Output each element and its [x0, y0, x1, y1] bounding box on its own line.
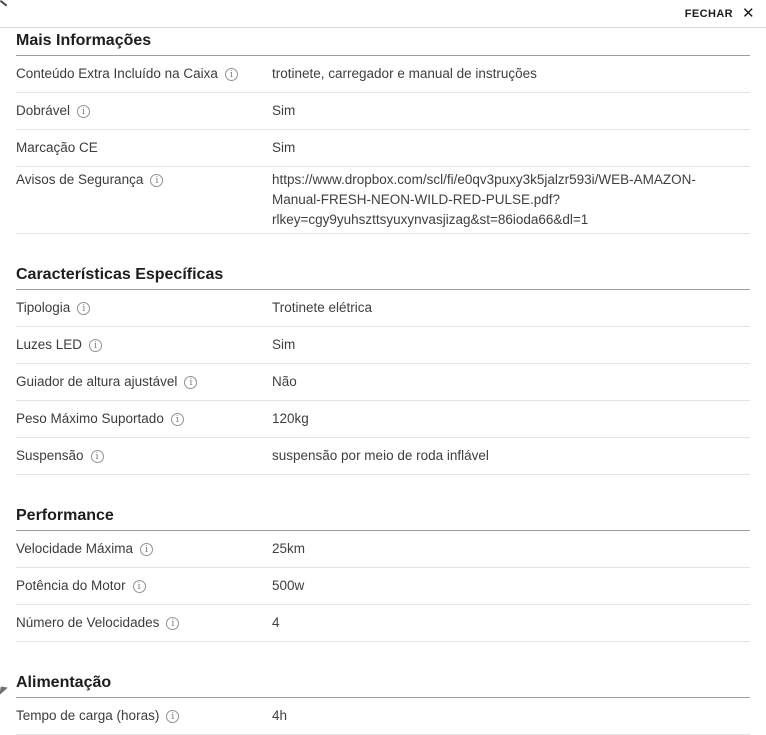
- spec-label-text: Suspensão: [16, 448, 84, 463]
- spec-section: [16, 503, 750, 642]
- spec-section: [16, 262, 750, 475]
- spec-row: [16, 698, 750, 735]
- info-icon[interactable]: i: [91, 450, 104, 463]
- section-title: Mais Informações: [16, 28, 750, 56]
- spec-row-label: [16, 138, 272, 158]
- info-icon[interactable]: i: [171, 413, 184, 426]
- spec-label-text: Conteúdo Extra Incluído na Caixa: [16, 66, 218, 81]
- spec-row-value: Não: [272, 374, 297, 389]
- info-icon[interactable]: i: [89, 339, 102, 352]
- spec-row-label: [16, 409, 272, 429]
- info-icon[interactable]: i: [133, 580, 146, 593]
- close-button[interactable]: [684, 4, 755, 22]
- spec-label-text: Dobrável: [16, 103, 71, 118]
- spec-label-text: Guiador de altura ajustável: [16, 374, 178, 389]
- spec-section: [16, 28, 750, 234]
- spec-row-value: 120kg: [272, 411, 309, 426]
- spec-row-value: 4h: [272, 708, 288, 723]
- spec-row-value: 500w: [272, 578, 305, 593]
- spec-row: [16, 167, 750, 234]
- spec-row: [16, 438, 750, 475]
- spec-label-text: Peso Máximo Suportado: [16, 411, 164, 426]
- spec-row-label: [16, 372, 272, 392]
- spec-row: [16, 568, 750, 605]
- spec-row-label: [16, 706, 272, 726]
- spec-label-text: Tempo de carga (horas): [16, 708, 160, 723]
- section-rows: [16, 698, 750, 735]
- spec-row: [16, 93, 750, 130]
- spec-row: [16, 605, 750, 642]
- spec-row: [16, 401, 750, 438]
- spec-label-text: Tipologia: [16, 300, 71, 315]
- section-rows: [16, 531, 750, 642]
- spec-row-value: Trotinete elétrica: [272, 300, 373, 315]
- spec-row-value: 4: [272, 615, 280, 630]
- spec-row-label: [16, 170, 272, 190]
- modal-header: [0, 0, 766, 28]
- spec-label-text: Número de Velocidades: [16, 615, 160, 630]
- spec-row-label: [16, 101, 272, 121]
- section-title: Performance: [16, 503, 750, 531]
- spec-row-value: https://www.dropbox.com/scl/fi/e0qv3puxy3k5jalzr593i/WEB-AMAZON-Manual-FRESH-NEON-WILD-RED-PULSE.pdf?rlkey=cgy9yuhszttsyuxynvasjizag&st=86ioda66&dl=1: [272, 172, 696, 227]
- spec-row-value: Sim: [272, 140, 296, 155]
- info-icon[interactable]: i: [166, 617, 179, 630]
- spec-label-text: Velocidade Máxima: [16, 541, 134, 556]
- spec-label-text: Potência do Motor: [16, 578, 126, 593]
- spec-row-label: [16, 335, 272, 355]
- spec-label-text: Luzes LED: [16, 337, 83, 352]
- section-title: Alimentação: [16, 670, 750, 698]
- spec-row-label: [16, 64, 272, 84]
- spec-label-text: Avisos de Segurança: [16, 172, 144, 187]
- info-icon[interactable]: i: [225, 68, 238, 81]
- spec-row-label: [16, 298, 272, 318]
- spec-section: [16, 670, 750, 735]
- spec-label-text: Marcação CE: [16, 140, 98, 155]
- info-icon[interactable]: i: [140, 543, 153, 556]
- info-icon[interactable]: i: [150, 174, 163, 187]
- close-button-label: FECHAR: [684, 7, 734, 20]
- spec-row: [16, 531, 750, 568]
- info-icon[interactable]: i: [77, 302, 90, 315]
- spec-row: [16, 130, 750, 167]
- spec-row-value: suspensão por meio de roda inflável: [272, 448, 489, 463]
- section-title: Características Específicas: [16, 262, 750, 290]
- section-rows: [16, 290, 750, 475]
- info-icon[interactable]: i: [166, 710, 179, 723]
- spec-row: [16, 364, 750, 401]
- spec-row-value: trotinete, carregador e manual de instruções: [272, 66, 537, 81]
- spec-row: [16, 290, 750, 327]
- spec-row-value: 25km: [272, 541, 306, 556]
- spec-row-label: [16, 613, 272, 633]
- section-rows: [16, 56, 750, 234]
- info-icon[interactable]: i: [184, 376, 197, 389]
- close-icon: ✕: [742, 4, 755, 22]
- spec-row-label: [16, 576, 272, 596]
- spec-row: [16, 327, 750, 364]
- info-icon[interactable]: i: [77, 105, 90, 118]
- spec-row-value: Sim: [272, 103, 296, 118]
- spec-row-value: Sim: [272, 337, 296, 352]
- spec-row-label: [16, 539, 272, 559]
- spec-row: [16, 56, 750, 93]
- spec-row-label: [16, 446, 272, 466]
- product-specs-panel: [0, 28, 766, 735]
